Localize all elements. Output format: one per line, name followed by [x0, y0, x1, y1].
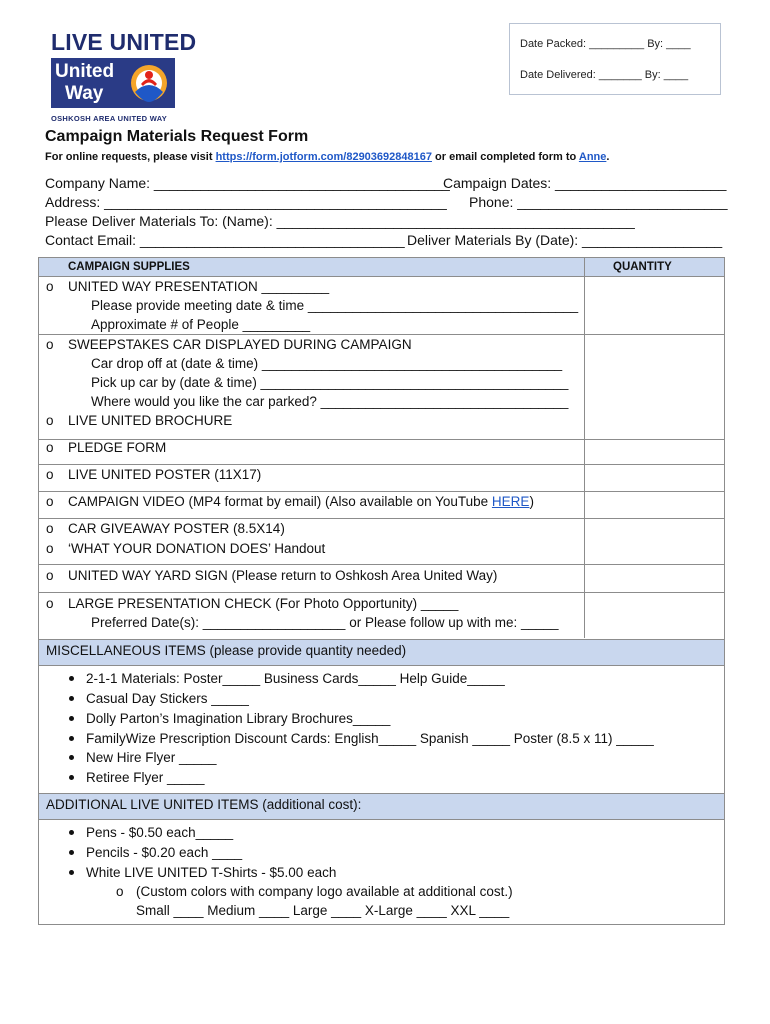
- note-end: .: [606, 151, 610, 163]
- presentation-people-line[interactable]: Approximate # of People _________: [91, 317, 311, 332]
- misc-retiree-flyer[interactable]: Retiree Flyer _____: [86, 770, 205, 785]
- video-text-end: ): [529, 494, 534, 509]
- item-live-united-poster: LIVE UNITED POSTER (11X17): [68, 467, 262, 482]
- form-title: Campaign Materials Request Form: [45, 128, 309, 145]
- address-field[interactable]: Address: ____________________________________________: [45, 194, 447, 210]
- bullet-icon: [69, 870, 74, 875]
- quantity-column-divider: [584, 258, 585, 638]
- united-way-hand-icon: [129, 62, 169, 104]
- misc-new-hire-flyer[interactable]: New Hire Flyer _____: [86, 750, 217, 765]
- additional-pencils[interactable]: Pencils - $0.20 each ____: [86, 845, 243, 860]
- deliver-by-date-field[interactable]: Deliver Materials By (Date): __________________: [407, 232, 723, 248]
- note-middle: or email completed form to: [431, 151, 579, 163]
- note-prefix: For online requests, please visit: [45, 151, 216, 163]
- bullet-icon: [69, 755, 74, 760]
- office-use-date-box: [509, 23, 721, 95]
- car-drop-off-line[interactable]: Car drop off at (date & time) ________________________________________: [91, 356, 563, 371]
- checkbox-presentation[interactable]: o: [46, 279, 54, 294]
- item-donation-handout: ‘WHAT YOUR DONATION DOES’ Handout: [68, 541, 326, 556]
- logo-word-way: Way: [65, 83, 104, 104]
- bullet-icon: [69, 775, 74, 780]
- checkbox-brochure[interactable]: o: [46, 413, 54, 428]
- contact-fields: [45, 174, 730, 250]
- additional-items-header: [39, 793, 724, 820]
- sub-bullet-mark: o: [116, 884, 124, 899]
- car-parked-line[interactable]: Where would you like the car parked? _________________________________: [91, 394, 569, 409]
- logo-subtitle: OSHKOSH AREA UNITED WAY: [51, 114, 168, 123]
- row-divider: [39, 592, 724, 593]
- bullet-icon: [69, 736, 74, 741]
- item-presentation: UNITED WAY PRESENTATION _________: [68, 279, 330, 294]
- date-packed-line: Date Packed: _________ By: ____: [520, 38, 691, 50]
- checkbox-poster[interactable]: o: [46, 467, 54, 482]
- list-item: [69, 669, 505, 688]
- item-car-giveaway-poster: CAR GIVEAWAY POSTER (8.5X14): [68, 521, 285, 536]
- company-name-field[interactable]: Company Name: ______________________________________: [45, 175, 450, 191]
- misc-items-header: [39, 639, 724, 666]
- item-pledge-form: PLEDGE FORM: [68, 440, 167, 455]
- bullet-icon: [69, 716, 74, 721]
- checkbox-video[interactable]: o: [46, 494, 54, 509]
- list-item: [69, 709, 390, 728]
- custom-colors-note: (Custom colors with company logo available at additional cost.): [136, 884, 513, 899]
- list-item: [69, 748, 217, 767]
- bullet-icon: [69, 830, 74, 835]
- list-item: [69, 729, 654, 748]
- list-item: [69, 768, 205, 787]
- quantity-header: QUANTITY: [613, 261, 672, 273]
- live-united-logo: [51, 29, 197, 123]
- car-pick-up-line[interactable]: Pick up car by (date & time) _________________________________________: [91, 375, 569, 390]
- campaign-supplies-header: CAMPAIGN SUPPLIES: [68, 261, 190, 273]
- video-text: CAMPAIGN VIDEO (MP4 format by email) (Also available on YouTube: [68, 494, 492, 509]
- table-header-row: [39, 258, 724, 277]
- checkbox-presentation-check[interactable]: o: [46, 596, 54, 611]
- list-item: [69, 843, 242, 862]
- misc-familywize-cards[interactable]: FamilyWize Prescription Discount Cards: English_____ Spanish _____ Poster (8.5 x 11) _____: [86, 731, 654, 746]
- additional-items-title: ADDITIONAL LIVE UNITED ITEMS (additional cost):: [46, 797, 362, 812]
- additional-pens[interactable]: Pens - $0.50 each_____: [86, 825, 234, 840]
- check-preferred-dates-line[interactable]: Preferred Date(s): ___________________ or Please follow up with me: _____: [91, 615, 559, 630]
- youtube-here-link[interactable]: HERE: [491, 494, 530, 509]
- list-item: [69, 823, 233, 842]
- tshirt-sizes-line[interactable]: Small ____ Medium ____ Large ____ X-Large ____ XXL ____: [136, 903, 510, 918]
- misc-dolly-parton-brochures[interactable]: Dolly Parton’s Imagination Library Brochures_____: [86, 711, 391, 726]
- united-way-badge: [51, 58, 175, 108]
- checkbox-donation-handout[interactable]: o: [46, 541, 54, 556]
- checkbox-giveaway-poster[interactable]: o: [46, 521, 54, 536]
- logo-live-united-text: LIVE UNITED: [51, 29, 197, 55]
- row-divider: [39, 564, 724, 565]
- item-sweepstakes-car: SWEEPSTAKES CAR DISPLAYED DURING CAMPAIGN: [68, 337, 412, 352]
- jotform-link[interactable]: https://form.jotform.com/82903692848167: [215, 151, 432, 163]
- logo-word-united: United: [55, 61, 115, 82]
- checkbox-pledge[interactable]: o: [46, 440, 54, 455]
- bullet-icon: [69, 850, 74, 855]
- checkbox-yard-sign[interactable]: o: [46, 568, 54, 583]
- bullet-icon: [69, 696, 74, 701]
- item-live-united-brochure: LIVE UNITED BROCHURE: [68, 413, 233, 428]
- campaign-dates-field[interactable]: Campaign Dates: ______________________: [443, 175, 727, 191]
- misc-211-materials[interactable]: 2-1-1 Materials: Poster_____ Business Cards_____ Help Guide_____: [86, 671, 505, 686]
- additional-tshirts[interactable]: White LIVE UNITED T-Shirts - $5.00 each: [86, 865, 337, 880]
- bullet-icon: [69, 676, 74, 681]
- deliver-to-field[interactable]: Please Deliver Materials To: (Name): ______________________________________________: [45, 213, 635, 229]
- item-yard-sign: UNITED WAY YARD SIGN (Please return to Oshkosh Area United Way): [68, 568, 498, 583]
- online-request-note: [45, 151, 609, 163]
- email-anne-link[interactable]: Anne: [578, 151, 607, 163]
- item-campaign-video: [68, 492, 534, 511]
- misc-items-title: MISCELLANEOUS ITEMS (please provide quantity needed): [46, 643, 407, 658]
- misc-casual-day-stickers[interactable]: Casual Day Stickers _____: [86, 691, 249, 706]
- date-delivered-line: Date Delivered: _______ By: ____: [520, 69, 689, 81]
- materials-table: [38, 257, 725, 925]
- item-presentation-check: LARGE PRESENTATION CHECK (For Photo Opportunity) _____: [68, 596, 459, 611]
- list-item: [69, 863, 336, 882]
- presentation-date-line[interactable]: Please provide meeting date & time ____________________________________: [91, 298, 579, 313]
- phone-field[interactable]: Phone: ___________________________: [469, 194, 728, 210]
- checkbox-sweepstakes[interactable]: o: [46, 337, 54, 352]
- contact-email-field[interactable]: Contact Email: __________________________________: [45, 232, 405, 248]
- list-item: [69, 689, 249, 708]
